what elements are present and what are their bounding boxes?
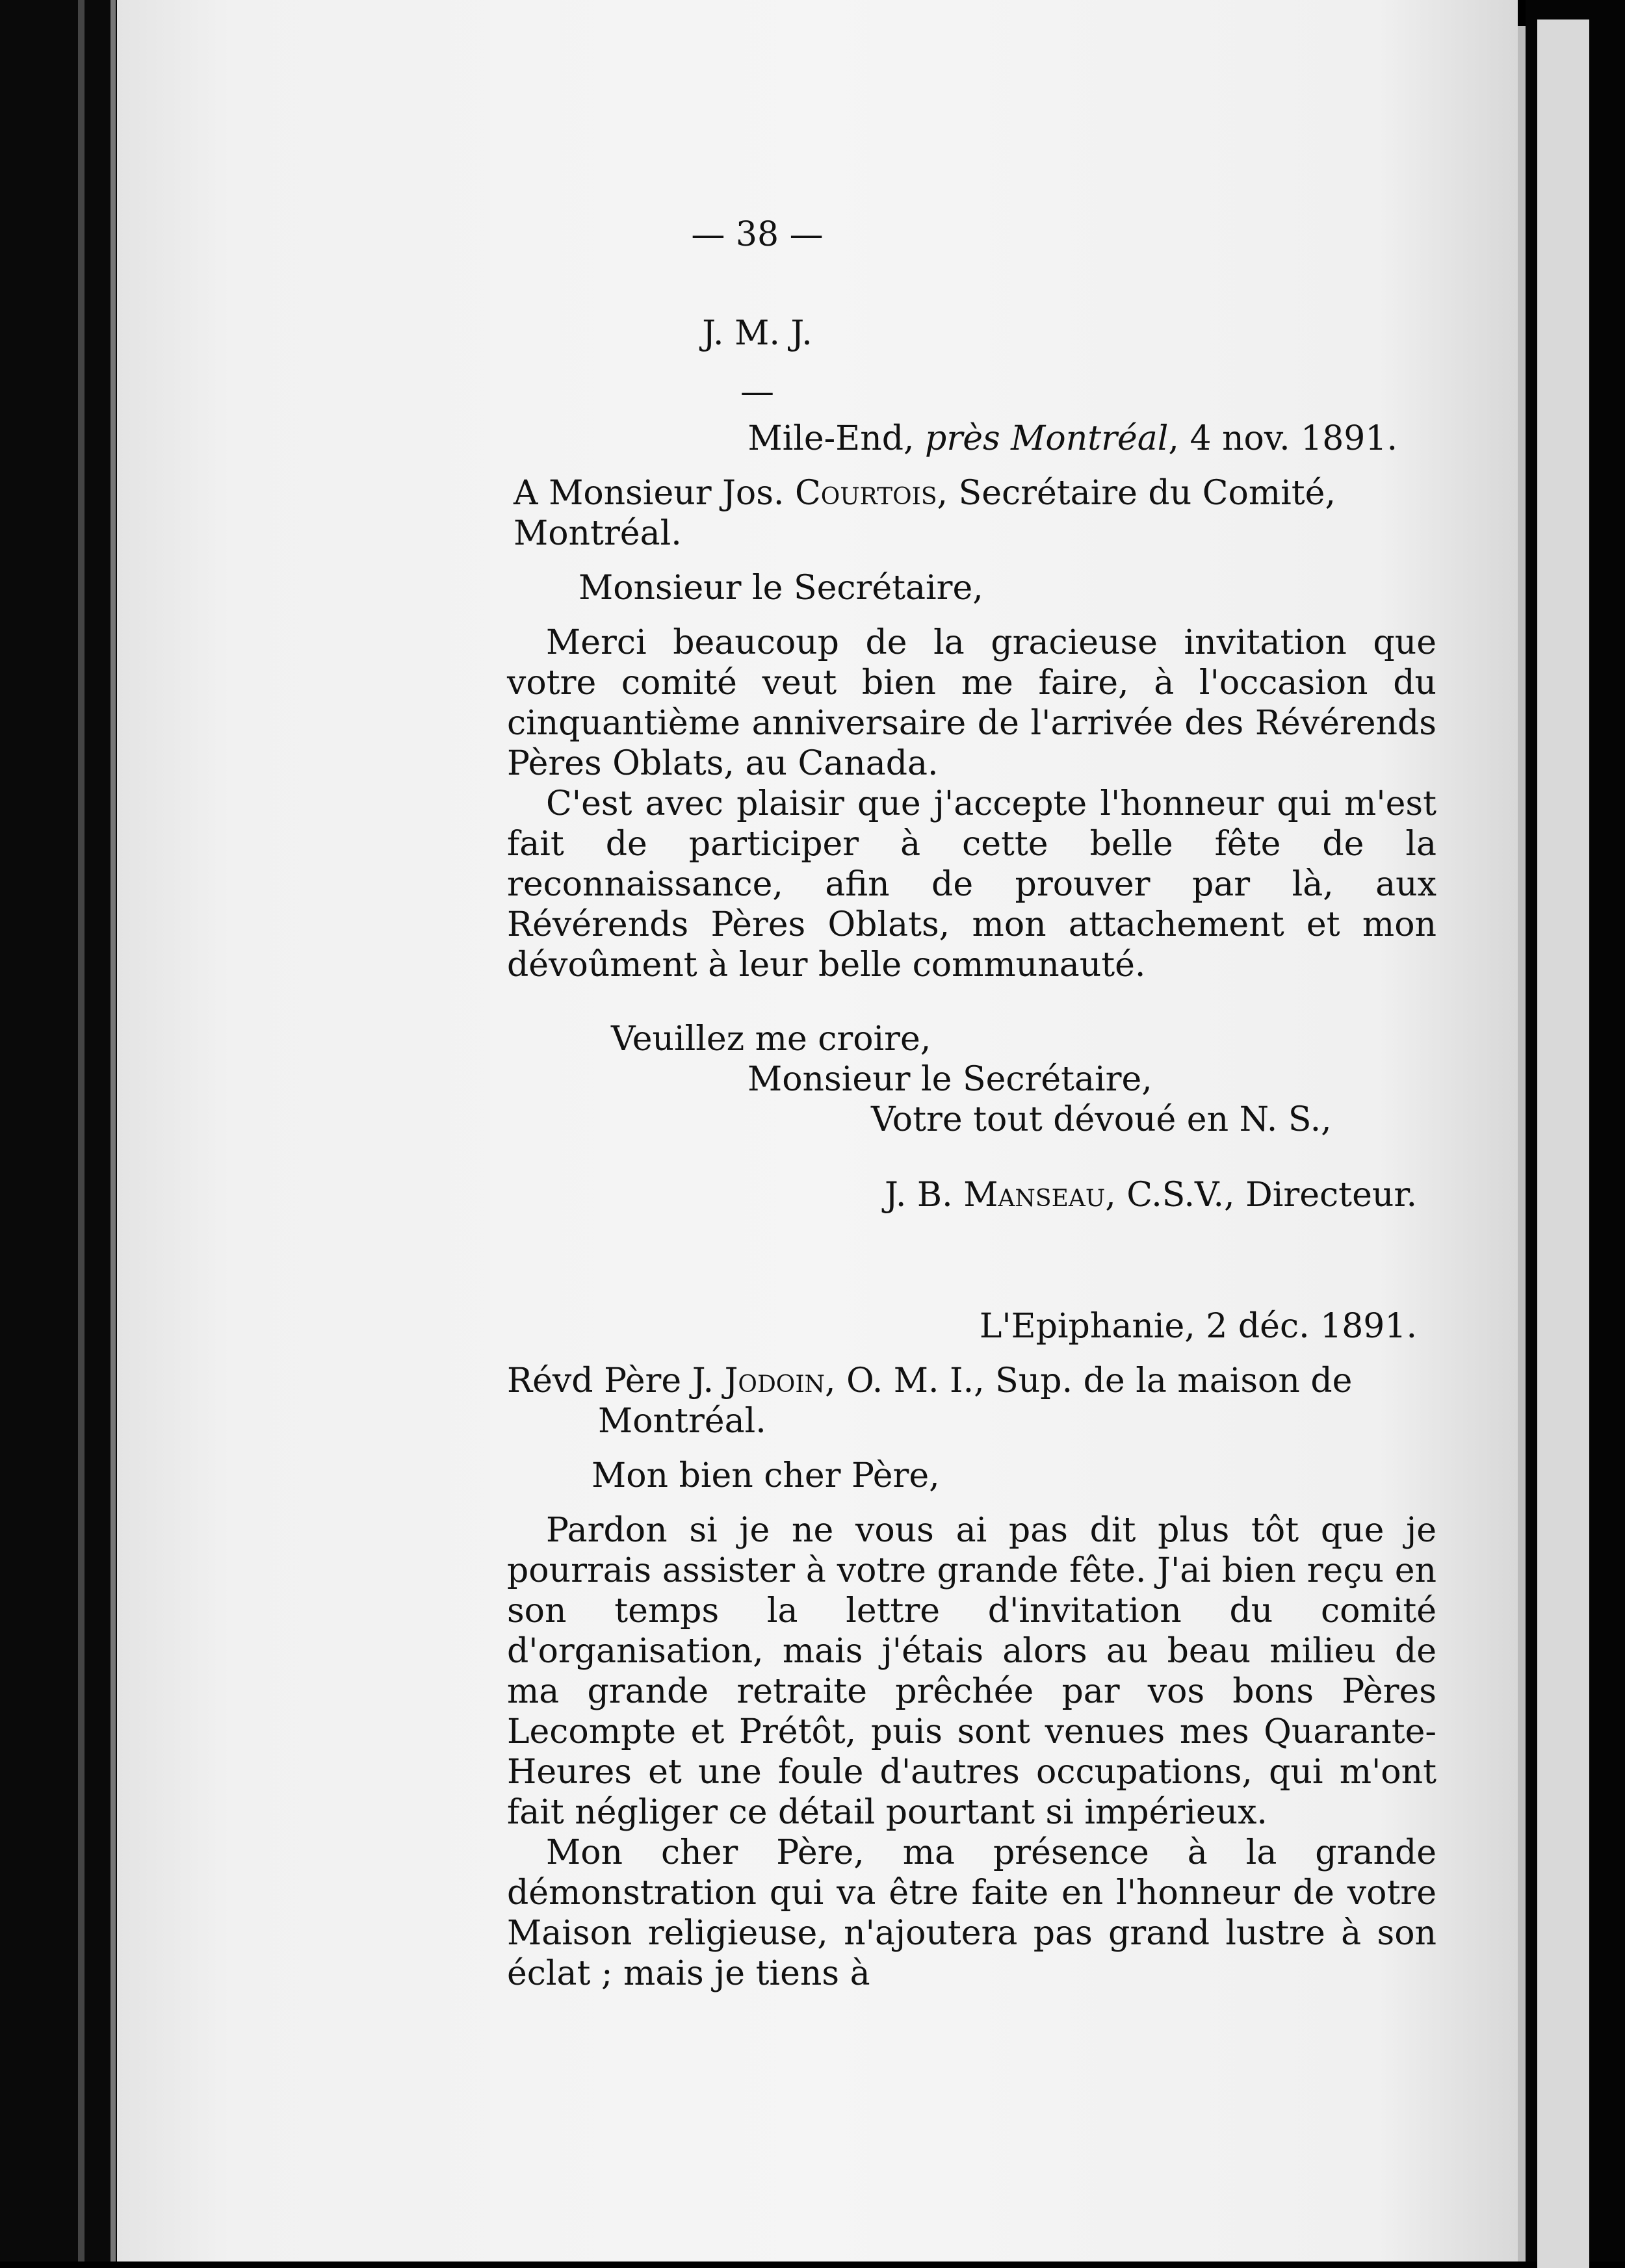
- separator: —: [740, 372, 774, 411]
- letter1-addressee: [514, 473, 1436, 554]
- addressee-suffix: , O. M. I., Sup. de la maison de: [825, 1361, 1353, 1400]
- page-number: — 38 —: [691, 215, 824, 254]
- dateline-italic: près Montréal: [925, 419, 1169, 458]
- letter2-addressee: [507, 1361, 1436, 1441]
- letter1-dateline: [507, 419, 1436, 459]
- addressee-name: Courtois: [795, 474, 937, 513]
- addressee-prefix: Révd Père J.: [507, 1361, 725, 1400]
- letter1-closing: Monsieur le Secrétaire,: [748, 1060, 1152, 1099]
- dateline-place: Mile-End,: [748, 419, 926, 458]
- addressee-prefix: A Monsieur Jos.: [514, 474, 795, 513]
- dateline-date: , 4 nov. 1891.: [1168, 419, 1398, 458]
- letter2-salutation: Mon bien cher Père,: [592, 1456, 940, 1495]
- signature-name: Manseau: [963, 1176, 1106, 1215]
- addressee-suffix: , Secrétaire du Comité, Montréal.: [514, 474, 1336, 553]
- letter2-dateline: L'Epiphanie, 2 déc. 1891.: [979, 1307, 1417, 1346]
- letter2-paragraph: Pardon si je ne vous ai pas dit plus tôt que je pourrais assister à votre grande fête. J'ai bien reçu en son temps la lettre d'invitation du comité d'organisation, mais j'étais alors au beau milieu de ma grande retraite prêchée par vos bons Pères Lecompte et Prétôt, puis sont venues mes Quarante-Heures et une foule d'autres occupations, qui m'ont fait négliger ce détail pourtant si impérieux.: [507, 1511, 1436, 1832]
- heading: J. M. J.: [702, 314, 812, 353]
- addressee-name: Jodoin: [724, 1361, 826, 1400]
- page-text: [507, 214, 1436, 1994]
- letter1-paragraph: C'est avec plaisir que j'accepte l'honneur qui m'est fait de participer à cette belle fête de la reconnaissance, afin de prouver par là, aux Révérends Pères Oblats, mon attachement et mon dévoûment à leur belle communauté.: [507, 784, 1436, 985]
- letter1-signature: [507, 1175, 1436, 1215]
- signature-title: , C.S.V., Directeur.: [1105, 1176, 1417, 1215]
- letter1-paragraph: Merci beaucoup de la gracieuse invitation que votre comité veut bien me faire, à l'occasion du cinquantième anniversaire de l'arrivée des Révérends Pères Oblats, au Canada.: [507, 623, 1436, 783]
- letter1-closing: Votre tout dévoué en N. S.,: [871, 1100, 1332, 1139]
- next-page-edge: [1537, 19, 1589, 2268]
- page-edge: [1518, 26, 1526, 2262]
- letter1-salutation: Monsieur le Secrétaire,: [578, 569, 983, 608]
- scan-right-border: [1526, 0, 1625, 2262]
- signature-initials: J. B.: [885, 1176, 964, 1215]
- letter2-paragraph: Mon cher Père, ma présence à la grande démonstration qui va être faite en l'honneur de votre Maison religieuse, n'ajoutera pas grand lustre à son éclat ; mais je tiens à: [507, 1833, 1436, 1993]
- letter1-closing: Veuillez me croire,: [611, 1020, 931, 1059]
- addressee-continuation: Montréal.: [598, 1402, 766, 1441]
